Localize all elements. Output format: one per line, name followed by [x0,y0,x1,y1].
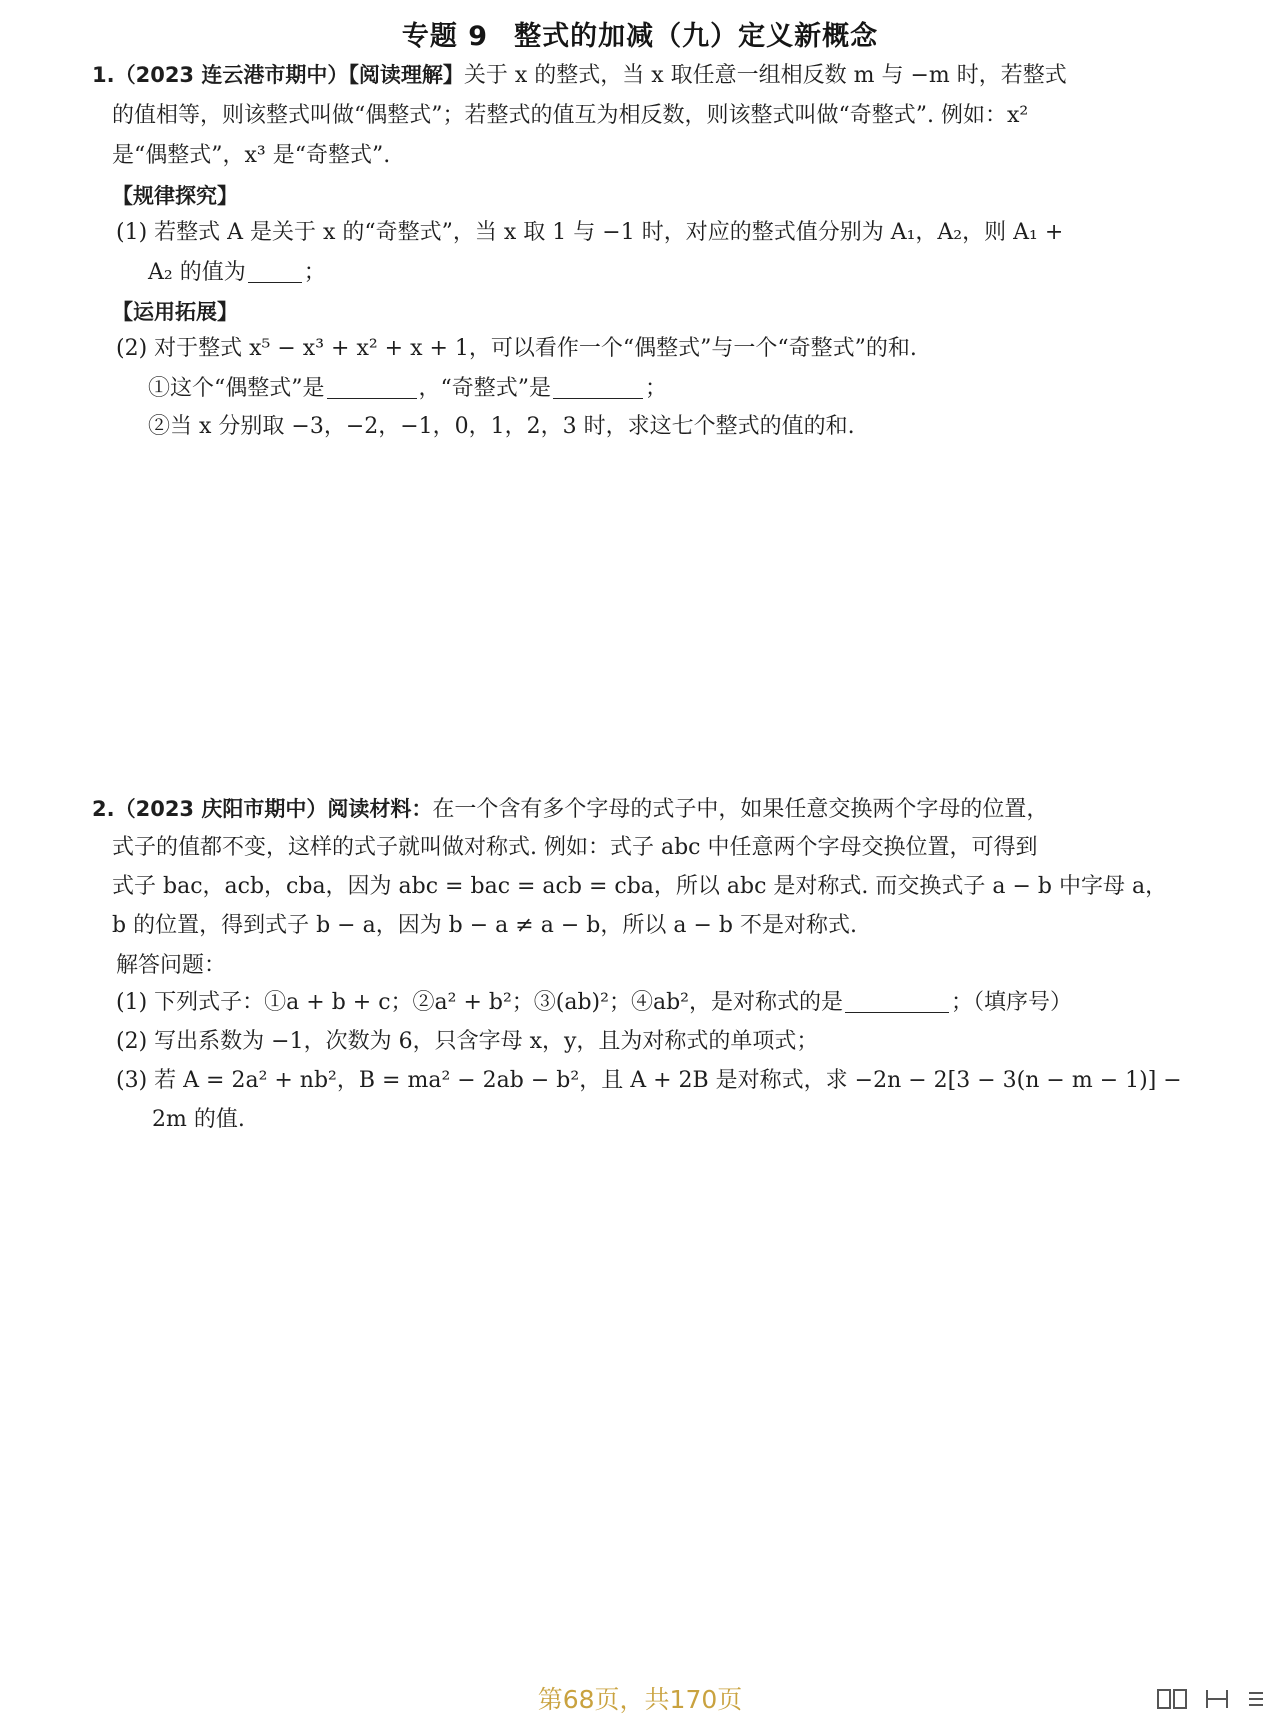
q1-line-1 [92,60,1067,91]
page-view-icon[interactable] [1156,1688,1190,1710]
page-title [0,14,1280,53]
q2-part-3-line-2: 2m 的值. [152,1107,245,1132]
topic-title: 整式的加减（九）定义新概念 [514,21,879,52]
q1-section-explore: 【规律探究】 [112,184,238,208]
q1-part2-sub-2: ②当 x 分别取 −3，−2，−1，0，1，2，3 时，求这七个整式的值的和. [148,414,855,439]
q2-part-3-line-1: (3) 若 A = 2a² + nb²，B = ma² − 2ab − b²，且 A + 2B 是对称式，求 −2n − 2[3 − 3(n − m − 1)] − [116,1068,1182,1093]
q2-line-2: 式子的值都不变，这样的式子就叫做对称式. 例如：式子 abc 中任意两个字母交换位置，可得到 [112,835,1038,860]
answer-blank-odd[interactable] [553,376,643,399]
q2-part-2: (2) 写出系数为 −1，次数为 6，只含字母 x，y，且为对称式的单项式； [116,1029,819,1054]
q1-section-extend: 【运用拓展】 [112,300,238,324]
viewer-toolbar [1148,1688,1266,1710]
q1-label: 1.（2023 连云港市期中）【阅读理解】 [92,63,464,87]
q2-line-4: b 的位置，得到式子 b − a，因为 b − a ≠ a − b，所以 a − b 不是对称式. [112,913,857,938]
q1-part2-line-1: (2) 对于整式 x⁵ − x³ + x² + x + 1，可以看作一个“偶整式”与一个“奇整式”的和. [116,336,917,361]
q1-line-2: 的值相等，则该整式叫做“偶整式”；若整式的值互为相反数，则该整式叫做“奇整式”. 例如：x² [112,103,1029,128]
menu-icon[interactable] [1246,1688,1266,1710]
q2-heading: 解答问题： [116,953,227,978]
answer-blank-even[interactable] [327,376,417,399]
q2-part-1: (1) 下列式子：①a + b + c；②a² + b²；③(ab)²；④ab²，是对称式的是 ；（填序号） [116,990,1072,1015]
answer-blank-symmetric[interactable] [845,990,949,1013]
page-number-indicator: 第68页，共170页 [537,1685,743,1714]
q2-intro: 在一个含有多个字母的式子中，如果任意交换两个字母的位置， [432,797,1049,822]
topic-number: 专题 9 [401,21,489,52]
q1-part1-line-1: (1) 若整式 A 是关于 x 的“奇整式”，当 x 取 1 与 −1 时，对应的整式值分别为 A₁，A₂，则 A₁ + [116,220,1064,245]
q1-line-3: 是“偶整式”，x³ 是“奇整式”. [112,143,391,168]
q2-line-3: 式子 bac，acb，cba，因为 abc = bac = acb = cba，所以 abc 是对称式. 而交换式子 a − b 中字母 a， [112,874,1168,899]
q1-intro: 关于 x 的整式，当 x 取任意一组相反数 m 与 −m 时，若整式 [463,63,1067,88]
q2-line-1 [92,794,1048,825]
q1-part2-sub-1: ①这个“偶整式”是 ，“奇整式”是 ； [148,376,668,401]
q1-part1-line-2: A₂ 的值为 ； [148,260,326,285]
scroll-view-icon[interactable] [1203,1688,1233,1710]
q2-label: 2.（2023 庆阳市期中）阅读材料： [92,797,433,821]
answer-blank-a1a2[interactable] [248,260,302,283]
